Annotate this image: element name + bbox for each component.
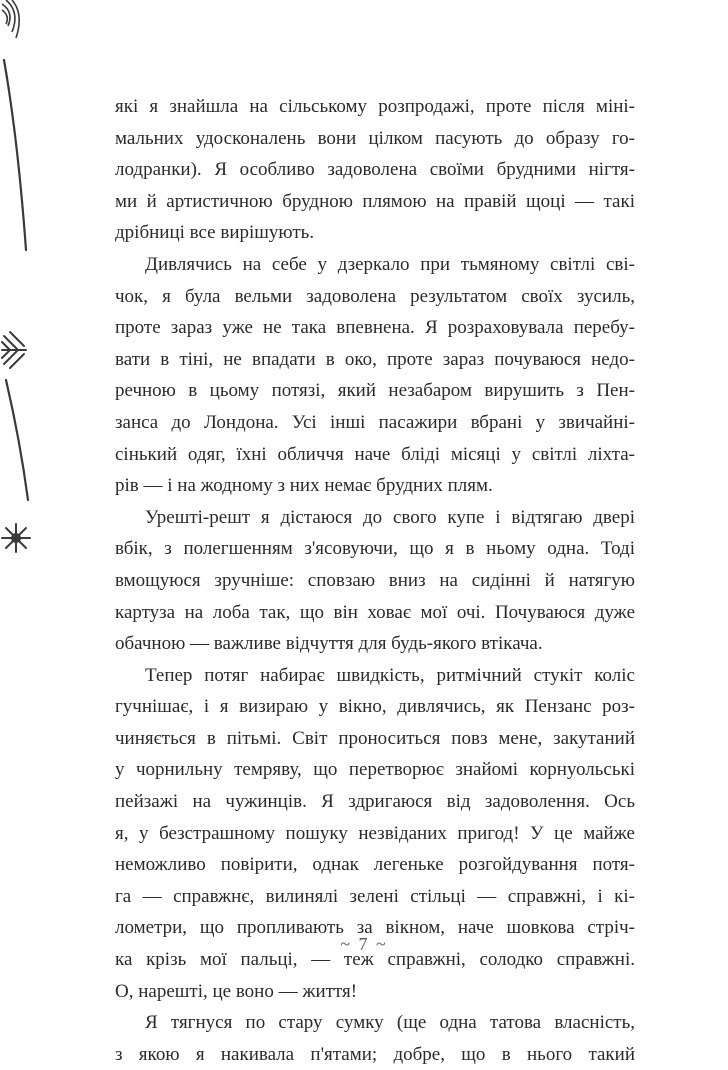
text-line: дрібниці все вирішують. [115, 222, 315, 244]
text-line: Дивлячись на себе у дзеркало при тьмяному світлі сві- [145, 253, 635, 275]
text-line: картуза на лоба так, що він ховає мої очі. Почуваюся дуже [115, 601, 635, 623]
text-line: неможливо повірити, однак легеньке розгойдування потя- [115, 854, 635, 876]
text-line: сінький одяг, їхні обличчя наче бліді місяці у світлі ліхта- [115, 443, 635, 465]
text-line: ка крізь мої пальці, — теж справжні, солодко справжні. [115, 949, 635, 971]
text-line: лодранки). Я особливо задоволена своїми брудними нігтя- [115, 159, 635, 181]
text-line: мальних удосконалень вони цілком пасують до образу го- [115, 127, 635, 149]
text-line: рів — і на жодному з них немає брудних плям. [115, 475, 493, 497]
curved-stroke-icon [4, 60, 26, 250]
star-knot-icon [2, 524, 30, 552]
text-line: з якою я накивала п'ятами; добре, що в нього такий [115, 1043, 635, 1065]
text-line: які я знайшла на сільському розпродажі, проте після міні- [115, 96, 635, 117]
text-line: обачною — важливе відчуття для будь-якого втікача. [115, 633, 543, 655]
text-line: Урешті-решт я дістаюся до свого купе і відтягаю двері [145, 506, 635, 528]
text-line: вмощуюся зручніше: сповзаю вниз на сидінні й натягую [115, 569, 635, 591]
curved-stroke-icon [6, 380, 28, 500]
feather-icon [2, 332, 26, 368]
text-line: Тепер потяг набирає швидкість, ритмічний стукіт коліс [145, 664, 635, 686]
text-line: О, нарешті, це воно — життя! [115, 980, 358, 1002]
text-line: Я тягнуся по стару сумку (ще одна татова власність, [145, 1012, 635, 1034]
text-line: у чорнильну темряву, що перетворює знайомі корнуольські [115, 759, 635, 781]
text-line: речною в цьому потязі, який незабаром вирушить з Пен- [115, 380, 635, 402]
text-line: гучнішає, і я визираю у вікно, дивлячись, як Пензанс роз- [115, 696, 635, 718]
text-line: га — справжнє, вилинялі зелені стільці — справжні, і кі- [115, 885, 635, 907]
text-line: чиняється в пітьмі. Світ проноситься повз мене, закутаний [115, 727, 635, 749]
text-line: занса до Лондона. Усі інші пасажири вбрані у звичайні- [115, 411, 635, 433]
text-line: лометри, що пропливають за вікном, наче шовкова стріч- [115, 917, 635, 939]
text-line: проте зараз уже не така впевнена. Я розраховувала перебу- [115, 317, 635, 339]
text-line: ми й артистичною брудною плямою на правій щоці — такі [115, 190, 635, 212]
text-line: пейзажі на чужинців. Я здригаюся від задоволення. Ось [115, 791, 635, 813]
text-line: вбік, з полегшенням з'ясовуючи, що я в ньому одна. Тоді [115, 538, 635, 560]
text-line: вати в тіні, не впадати в око, проте зараз почуваюся недо- [115, 348, 635, 370]
text-line: чок, я була вельми задоволена результатом своїх зусиль, [115, 285, 635, 307]
arc-lines-icon [2, 0, 19, 38]
text-line: я, у безстрашному пошуку незвіданих пригод! У це майже [115, 822, 635, 844]
page-number: ~ 7 ~ [340, 934, 388, 954]
body-text [115, 91, 635, 1070]
margin-ornament [0, 0, 60, 1000]
